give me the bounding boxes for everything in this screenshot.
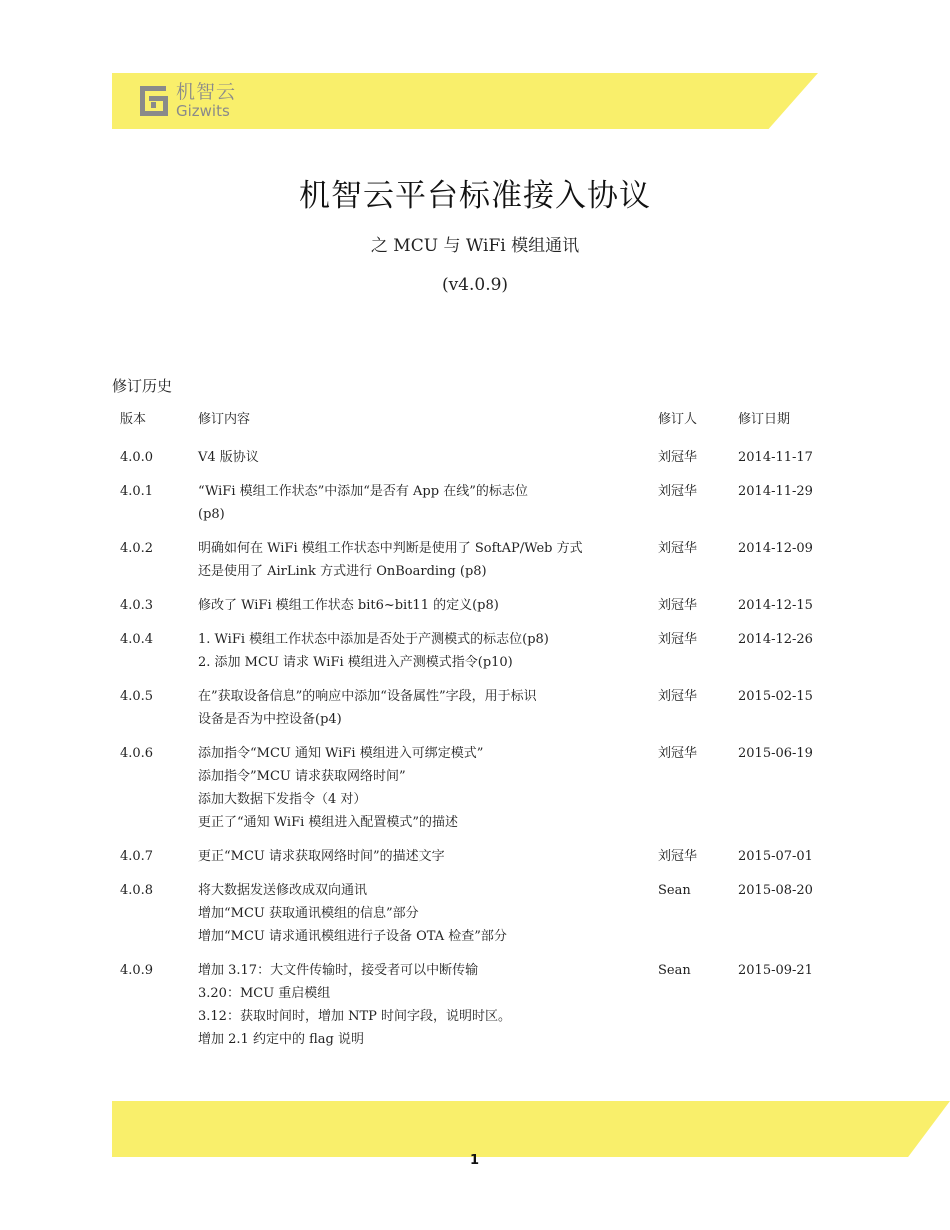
document-subtitle: 之 MCU 与 WiFi 模组通讯 — [370, 236, 580, 256]
column-header: 修订人 — [658, 412, 698, 427]
gizwits-logo-icon — [138, 82, 172, 120]
table-row — [120, 628, 840, 674]
table-row — [120, 685, 840, 731]
author-cell: Sean — [658, 963, 691, 978]
author-cell: 刘冠华 — [658, 598, 698, 613]
content-line: 2. 添加 MCU 请求 WiFi 模组进入产测模式指令(p10) — [198, 655, 513, 670]
content-cell — [198, 628, 658, 674]
content-line: 添加指令“MCU 通知 WiFi 模组进入可绑定模式” — [198, 746, 484, 761]
version-cell: 4.0.0 — [120, 450, 154, 465]
content-line: 还是使用了 AirLink 方式进行 OnBoarding (p8) — [198, 564, 487, 579]
table-body — [120, 446, 840, 1051]
content-line: (p8) — [198, 507, 225, 522]
table-row — [120, 845, 840, 868]
table-header-row — [120, 408, 840, 431]
content-cell — [198, 845, 658, 868]
content-line: 增加“MCU 获取通讯模组的信息”部分 — [198, 906, 419, 921]
content-cell — [198, 959, 658, 1051]
content-line: “WiFi 模组工作状态”中添加“是否有 App 在线”的标志位 — [198, 484, 528, 499]
page-number: 1 — [470, 1153, 480, 1168]
table-row — [120, 480, 840, 526]
table-row — [120, 594, 840, 617]
table-row — [120, 446, 840, 469]
document-version: (v4.0.9) — [441, 275, 509, 295]
logo-text-cn: 机智云 — [176, 81, 237, 103]
content-line: 增加“MCU 请求通讯模组进行子设备 OTA 检查”部分 — [198, 929, 507, 944]
author-cell: Sean — [658, 883, 691, 898]
content-line: 更正了“通知 WiFi 模组进入配置模式”的描述 — [198, 815, 459, 830]
content-cell — [198, 879, 658, 948]
version-cell: 4.0.7 — [120, 849, 154, 864]
content-line: 添加指令”MCU 请求获取网络时间” — [198, 769, 406, 784]
author-cell: 刘冠华 — [658, 746, 698, 761]
table-row — [120, 742, 840, 834]
date-cell: 2015-07-01 — [738, 849, 813, 864]
date-cell: 2014-11-29 — [738, 484, 813, 499]
author-cell: 刘冠华 — [658, 484, 698, 499]
revision-history-heading: 修订历史 — [112, 377, 173, 395]
date-cell: 2015-06-19 — [738, 746, 813, 761]
logo-text-en: Gizwits — [176, 102, 230, 120]
content-line: 增加 3.17：大文件传输时，接受者可以中断传输 — [198, 963, 479, 978]
version-cell: 4.0.4 — [120, 632, 154, 647]
date-cell: 2014-11-17 — [738, 450, 813, 465]
date-cell: 2014-12-15 — [738, 598, 813, 613]
table-row — [120, 537, 840, 583]
column-header: 版本 — [120, 412, 147, 427]
date-cell: 2014-12-26 — [738, 632, 813, 647]
column-header: 修订内容 — [198, 412, 251, 427]
content-line: 设备是否为中控设备(p4) — [198, 712, 342, 727]
content-cell — [198, 742, 658, 834]
version-cell: 4.0.6 — [120, 746, 154, 761]
author-cell: 刘冠华 — [658, 849, 698, 864]
content-cell — [198, 446, 658, 469]
content-line: 3.12：获取时间时，增加 NTP 时间字段，说明时区。 — [198, 1009, 512, 1024]
date-cell: 2015-08-20 — [738, 883, 813, 898]
author-cell: 刘冠华 — [658, 541, 698, 556]
date-cell: 2015-02-15 — [738, 689, 813, 704]
table-row — [120, 959, 840, 1051]
footer-banner — [112, 1101, 950, 1157]
content-line: 添加大数据下发指令（4 对） — [198, 792, 367, 807]
content-line: 更正“MCU 请求获取网络时间”的描述文字 — [198, 849, 445, 864]
content-line: 在”获取设备信息”的响应中添加“设备属性”字段，用于标识 — [198, 689, 537, 704]
column-header: 修订日期 — [738, 412, 791, 427]
content-line: 1. WiFi 模组工作状态中添加是否处于产测模式的标志位(p8) — [198, 632, 549, 647]
content-line: 将大数据发送修改成双向通讯 — [198, 883, 368, 898]
version-cell: 4.0.8 — [120, 883, 154, 898]
document-title: 机智云平台标准接入协议 — [299, 178, 651, 214]
content-line: 修改了 WiFi 模组工作状态 bit6~bit11 的定义(p8) — [198, 598, 499, 613]
date-cell: 2015-09-21 — [738, 963, 813, 978]
content-cell — [198, 594, 658, 617]
content-line: 增加 2.1 约定中的 flag 说明 — [198, 1032, 364, 1047]
version-cell: 4.0.1 — [120, 484, 154, 499]
version-cell: 4.0.3 — [120, 598, 154, 613]
content-cell — [198, 480, 658, 526]
content-line: 3.20：MCU 重启模组 — [198, 986, 331, 1001]
version-cell: 4.0.2 — [120, 541, 154, 556]
version-cell: 4.0.5 — [120, 689, 154, 704]
revision-history-table — [120, 408, 840, 1062]
author-cell: 刘冠华 — [658, 689, 698, 704]
gizwits-logo — [138, 82, 236, 120]
content-line: V4 版协议 — [198, 450, 259, 465]
version-cell: 4.0.9 — [120, 963, 154, 978]
date-cell: 2014-12-09 — [738, 541, 813, 556]
table-row — [120, 879, 840, 948]
content-cell — [198, 685, 658, 731]
author-cell: 刘冠华 — [658, 632, 698, 647]
author-cell: 刘冠华 — [658, 450, 698, 465]
content-cell — [198, 537, 658, 583]
content-line: 明确如何在 WiFi 模组工作状态中判断是使用了 SoftAP/Web 方式 — [198, 541, 583, 556]
